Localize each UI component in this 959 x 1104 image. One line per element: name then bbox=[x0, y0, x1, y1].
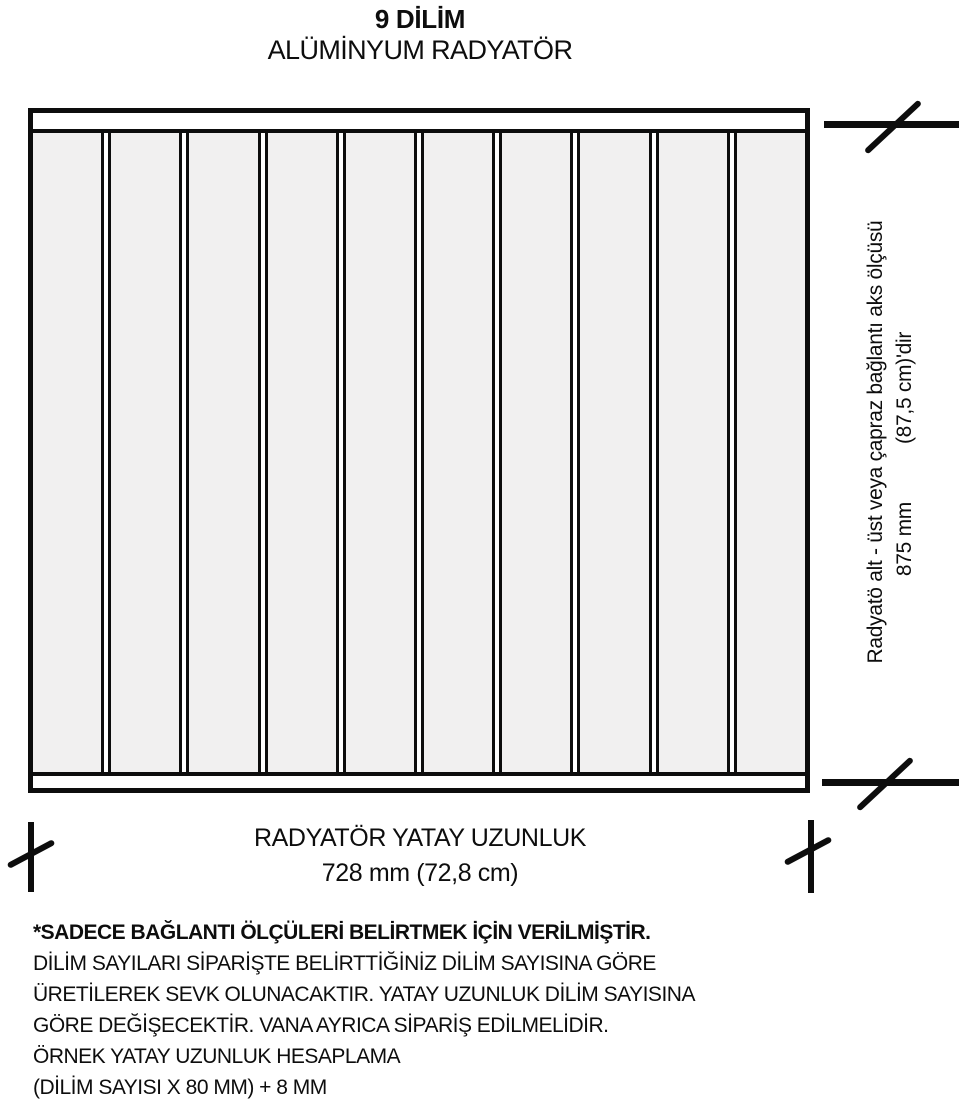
section-separator bbox=[727, 133, 737, 772]
section-separator bbox=[179, 133, 189, 772]
section-separator bbox=[649, 133, 659, 772]
radiator-bottom-collector bbox=[33, 772, 805, 788]
horizontal-dimension-value: 728 mm (72,8 cm) bbox=[321, 859, 519, 887]
vertical-dimension-label: Radyatö alt - üst veya çapraz bağlantı aks ölçüsü bbox=[864, 220, 887, 664]
section-separator bbox=[258, 133, 268, 772]
section-separator bbox=[101, 133, 111, 772]
note-line: ÖRNEK YATAY UZUNLUK HESAPLAMA bbox=[33, 1045, 401, 1068]
section-separator bbox=[336, 133, 346, 772]
radiator-section bbox=[111, 133, 179, 772]
note-line: (DİLİM SAYISI X 80 MM) + 8 MM bbox=[33, 1076, 327, 1099]
radiator-section bbox=[268, 133, 336, 772]
horizontal-dimension-label: RADYATÖR YATAY UZUNLUK bbox=[254, 824, 586, 852]
section-separator bbox=[570, 133, 580, 772]
section-separator bbox=[492, 133, 502, 772]
radiator-section bbox=[189, 133, 257, 772]
notes-block bbox=[33, 917, 695, 1103]
note-line: GÖRE DEĞİŞECEKTİR. VANA AYRICA SİPARİŞ EDİLMELİDİR. bbox=[33, 1014, 609, 1037]
horizontal-dimension-block bbox=[120, 821, 720, 891]
radiator-section bbox=[424, 133, 492, 772]
note-line: *SADECE BAĞLANTI ÖLÇÜLERİ BELİRTMEK İÇİN VERİLMİŞTİR. bbox=[33, 921, 651, 944]
radiator-section bbox=[502, 133, 570, 772]
radiator-section bbox=[580, 133, 648, 772]
vertical-dimension-value bbox=[892, 324, 918, 584]
title-product-name: ALÜMİNYUM RADYATÖR bbox=[267, 35, 573, 65]
page-title bbox=[0, 4, 840, 65]
note-line: ÜRETİLEREK SEVK OLUNACAKTIR. YATAY UZUNLUK DİLİM SAYISINA bbox=[33, 983, 695, 1006]
radiator-diagram bbox=[28, 108, 810, 793]
radiator-section bbox=[33, 133, 101, 772]
vertical-dimension-value-mm: 875 mm bbox=[893, 502, 916, 577]
radiator-section bbox=[659, 133, 727, 772]
dimension-extent-line-bottom-right-vertical bbox=[808, 820, 814, 893]
radiator-top-collector bbox=[33, 113, 805, 133]
radiator-sections bbox=[33, 133, 805, 772]
radiator-section bbox=[346, 133, 414, 772]
vertical-dimension-value-cm: (87,5 cm)'dir bbox=[893, 331, 916, 445]
note-line: DİLİM SAYILARI SİPARİŞTE BELİRTTİĞİNİZ DİLİM SAYISINA GÖRE bbox=[33, 952, 656, 975]
title-section-count: 9 DİLİM bbox=[374, 4, 466, 34]
section-separator bbox=[414, 133, 424, 772]
radiator-section bbox=[737, 133, 805, 772]
